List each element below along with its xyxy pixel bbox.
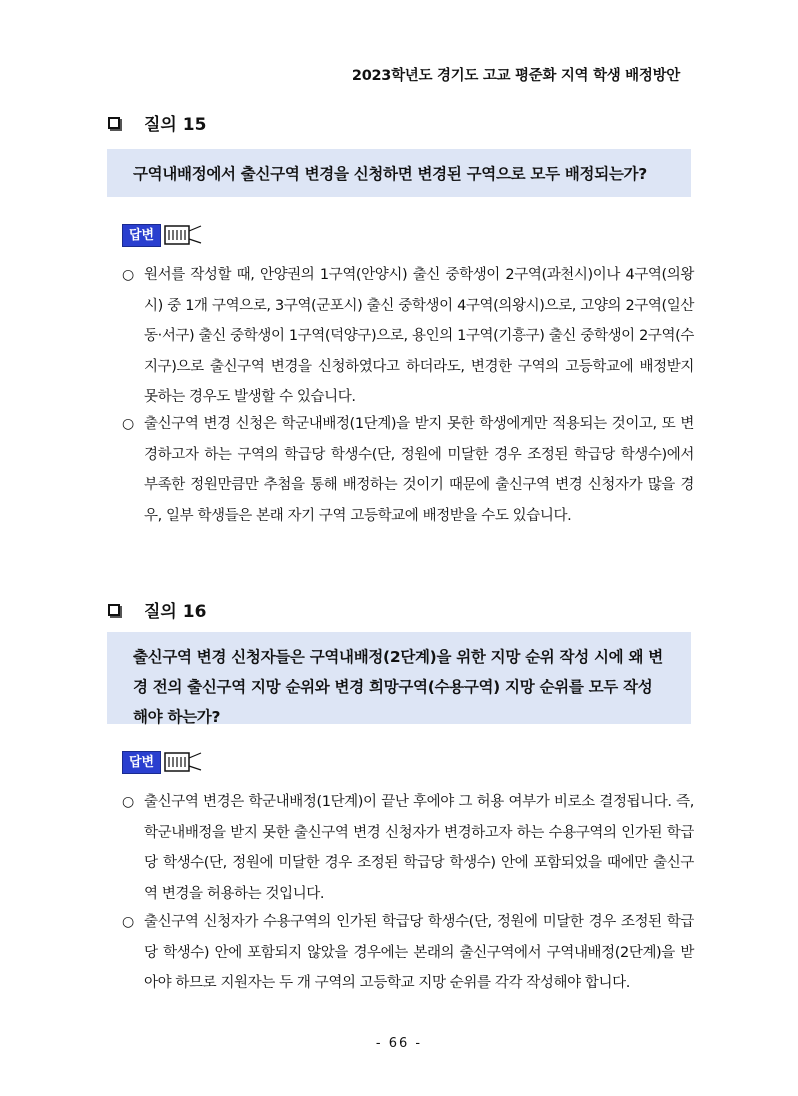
question-text: 구역내배정에서 출신구역 변경을 신청하면 변경된 구역으로 모두 배정되는가? <box>133 165 647 183</box>
circle-bullet-icon: ○ <box>122 267 134 283</box>
question-heading-label: 질의 16 <box>144 602 207 622</box>
circle-bullet-icon: ○ <box>122 416 134 432</box>
answer-pen-icon <box>164 750 204 774</box>
answer-bullet <box>122 787 694 909</box>
answer-text: 원서를 작성할 때, 안양권의 1구역(안양시) 출신 중학생이 2구역(과천시)이나 4구역(의왕시) 중 1개 구역으로, 3구역(군포시) 출신 중학생이 4구역(의왕시)으로, 고양의 2구역(일산동‧서구) 출신 중학생이 1구역(덕양구)으로, 용인의 1구역(기흥구) 출신 중학생이 2구역(수지구)으로 출신구역 변경을 신청하였다고 하더라도, 변경한 구역의 고등학교에 배정받지 못하는 경우도 발생할 수 있습니다. <box>144 267 694 405</box>
square-bullet-icon <box>108 117 120 129</box>
question-text: 출신구역 변경 신청자들은 구역내배정(2단계)을 위한 지망 순위 작성 시에 왜 변경 전의 출신구역 지망 순위와 변경 희망구역(수용구역) 지망 순위를 모두 작성해야 하는가? <box>133 648 663 726</box>
answer-label-16 <box>122 750 204 774</box>
circle-bullet-icon: ○ <box>122 794 134 810</box>
answer-badge: 답변 <box>122 751 161 774</box>
question-box-16 <box>107 632 691 724</box>
question-heading-15 <box>108 110 206 135</box>
circle-bullet-icon: ○ <box>122 914 134 930</box>
answer-label-15 <box>122 223 204 247</box>
answer-bullet <box>122 409 694 531</box>
question-heading-label: 질의 15 <box>144 115 207 135</box>
answer-text: 출신구역 변경 신청은 학군내배정(1단계)을 받지 못한 학생에게만 적용되는 것이고, 또 변경하고자 하는 구역의 학급당 학생수(단, 정원에 미달한 경우 조정된 학급당 학생수)에서 부족한 정원만큼만 추첨을 통해 배정하는 것이기 때문에 출신구역 변경 신청자가 많을 경우, 일부 학생들은 본래 자기 구역 고등학교에 배정받을 수도 있습니다. <box>144 416 694 524</box>
answer-bullet <box>122 907 694 999</box>
page-number: - 66 - <box>375 1036 423 1051</box>
header-title: 2023학년도 경기도 고교 평준화 지역 학생 배정방안 <box>351 68 680 84</box>
answer-text: 출신구역 변경은 학군내배정(1단계)이 끝난 후에야 그 허용 여부가 비로소 결정됩니다. 즉, 학군내배정을 받지 못한 출신구역 변경 신청자가 변경하고자 하는 수용구역의 인가된 학급당 학생수(단, 정원에 미달한 경우 조정된 학급당 학생수) 안에 포함되었을 때에만 출신구역 변경을 허용하는 것입니다. <box>144 794 694 902</box>
answer-pen-icon <box>164 223 204 247</box>
square-bullet-icon <box>108 604 120 616</box>
answer-text: 출신구역 신청자가 수용구역의 인가된 학급당 학생수(단, 정원에 미달한 경우 조정된 학급당 학생수) 안에 포함되지 않았을 경우에는 본래의 출신구역에서 구역내배정(2단계)을 받아야 하므로 지원자는 두 개 구역의 고등학교 지망 순위를 각각 작성해야 합니다. <box>144 914 694 991</box>
answer-bullet <box>122 260 694 413</box>
question-heading-16 <box>108 597 206 622</box>
question-box-15 <box>107 149 691 197</box>
answer-badge: 답변 <box>122 224 161 247</box>
